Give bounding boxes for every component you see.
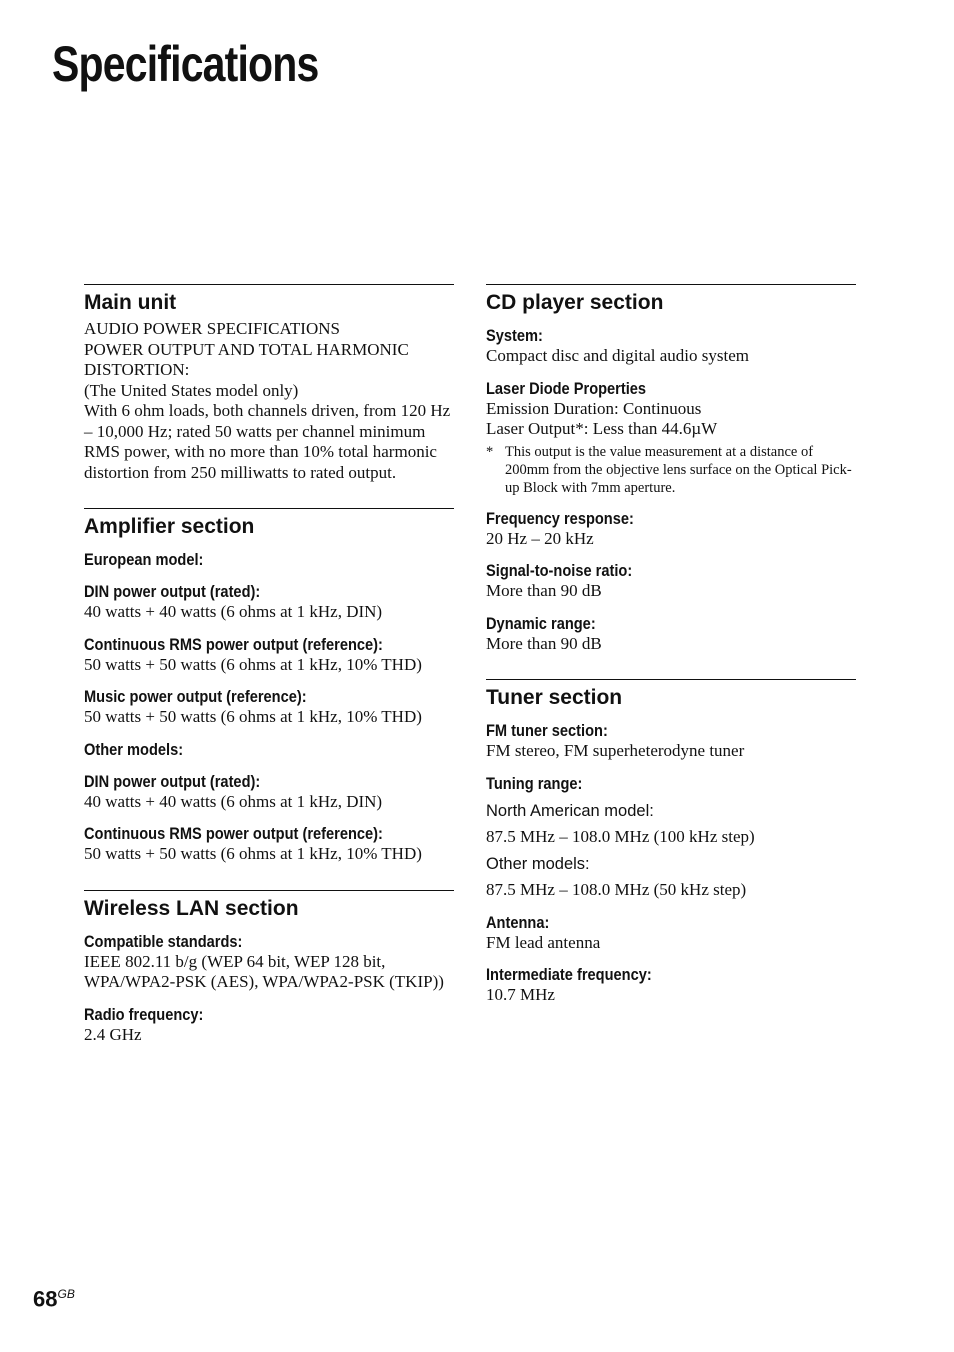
system-label: System:: [486, 326, 543, 345]
north-american-range-value: 87.5 MHz – 108.0 MHz (100 kHz step): [486, 826, 755, 846]
european-model-label: European model:: [84, 550, 204, 569]
tuning-range-label: Tuning range:: [486, 773, 583, 793]
tuner-section: [486, 679, 856, 1006]
rated-power-statement: With 6 ohm loads, both channels driven, from 120 Hz – 10,000 Hz; rated 50 watts per channel minimum RMS power, with no more than 10% total harmonic distortion from 250 milliwatts to rated output.: [84, 401, 451, 482]
wireless-lan-heading: Wireless LAN section: [84, 896, 299, 920]
other-models-range-value: 87.5 MHz – 108.0 MHz (50 kHz step): [486, 880, 747, 899]
eu-music-output-label: Music power output (reference):: [84, 687, 307, 706]
cd-player-heading: CD player section: [486, 291, 664, 314]
tuner-heading: Tuner section: [486, 686, 623, 709]
wireless-lan-section: [84, 890, 454, 1046]
amplifier-section: [84, 508, 454, 865]
main-unit-heading: Main unit: [84, 291, 177, 314]
page-language-suffix: GB: [57, 1287, 75, 1301]
page-title: Specifications: [52, 36, 319, 92]
fm-tuner-value: FM stereo, FM superheterodyne tuner: [486, 741, 745, 760]
north-american-model-label: North American model:: [486, 801, 654, 820]
amplifier-heading: Amplifier section: [84, 515, 255, 538]
cd-player-section: [486, 284, 856, 654]
eu-din-output-value: 40 watts + 40 watts (6 ohms at 1 kHz, DIN): [84, 602, 383, 621]
other-models-tuner-label: Other models:: [486, 855, 590, 873]
laser-footnote: [486, 443, 856, 497]
eu-din-output-label: DIN power output (rated):: [84, 582, 261, 601]
fm-tuner-label: FM tuner section:: [486, 721, 608, 740]
intermediate-frequency-value: 10.7 MHz: [486, 985, 555, 1004]
power-output-line: POWER OUTPUT AND TOTAL HARMONIC DISTORTION:: [84, 339, 409, 379]
eu-rms-output-label: Continuous RMS power output (reference):: [84, 634, 383, 654]
page-number-value: 68: [33, 1286, 58, 1312]
us-model-note: (The United States model only): [84, 380, 299, 400]
signal-to-noise-label: Signal-to-noise ratio:: [486, 561, 633, 580]
radio-frequency-value: 2.4 GHz: [84, 1024, 142, 1044]
footnote-text: This output is the value measurement at a distance of 200mm from the objective lens surface on the Optical Pick-up Block with 7mm aperture.: [505, 443, 852, 496]
compatible-standards-label: Compatible standards:: [84, 931, 243, 951]
frequency-response-label: Frequency response:: [486, 508, 634, 528]
system-value: Compact disc and digital audio system: [486, 346, 749, 365]
main-unit-section: [84, 284, 454, 483]
compatible-standards-value: IEEE 802.11 b/g (WEP 64 bit, WEP 128 bit, WPA/WPA2-PSK (AES), WPA/WPA2-PSK (TKIP)): [84, 951, 444, 991]
right-column: [486, 284, 856, 1031]
frequency-response-value: 20 Hz – 20 kHz: [486, 528, 594, 548]
antenna-label: Antenna:: [486, 912, 550, 932]
laser-output-value: Laser Output*: Less than 44.6µW: [486, 419, 718, 438]
signal-to-noise-value: More than 90 dB: [486, 581, 602, 600]
other-rms-output-label: Continuous RMS power output (reference):: [84, 824, 383, 843]
intermediate-frequency-label: Intermediate frequency:: [486, 965, 652, 984]
other-rms-output-value: 50 watts + 50 watts (6 ohms at 1 kHz, 10% THD): [84, 844, 422, 863]
laser-diode-label: Laser Diode Properties: [486, 378, 647, 398]
radio-frequency-label: Radio frequency:: [84, 1004, 204, 1024]
eu-music-output-value: 50 watts + 50 watts (6 ohms at 1 kHz, 10% THD): [84, 707, 422, 726]
eu-rms-output-value: 50 watts + 50 watts (6 ohms at 1 kHz, 10% THD): [84, 654, 422, 674]
footnote-asterisk: *: [486, 443, 494, 460]
audio-power-spec-line: AUDIO POWER SPECIFICATIONS: [84, 319, 340, 338]
emission-duration-value: Emission Duration: Continuous: [486, 398, 702, 418]
other-din-output-value: 40 watts + 40 watts (6 ohms at 1 kHz, DIN): [84, 791, 383, 811]
dynamic-range-label: Dynamic range:: [486, 613, 596, 633]
antenna-value: FM lead antenna: [486, 932, 601, 952]
page-number: [33, 1280, 75, 1313]
other-models-label: Other models:: [84, 739, 184, 759]
left-column: [84, 284, 454, 1070]
dynamic-range-value: More than 90 dB: [486, 633, 602, 653]
other-din-output-label: DIN power output (rated):: [84, 771, 261, 791]
